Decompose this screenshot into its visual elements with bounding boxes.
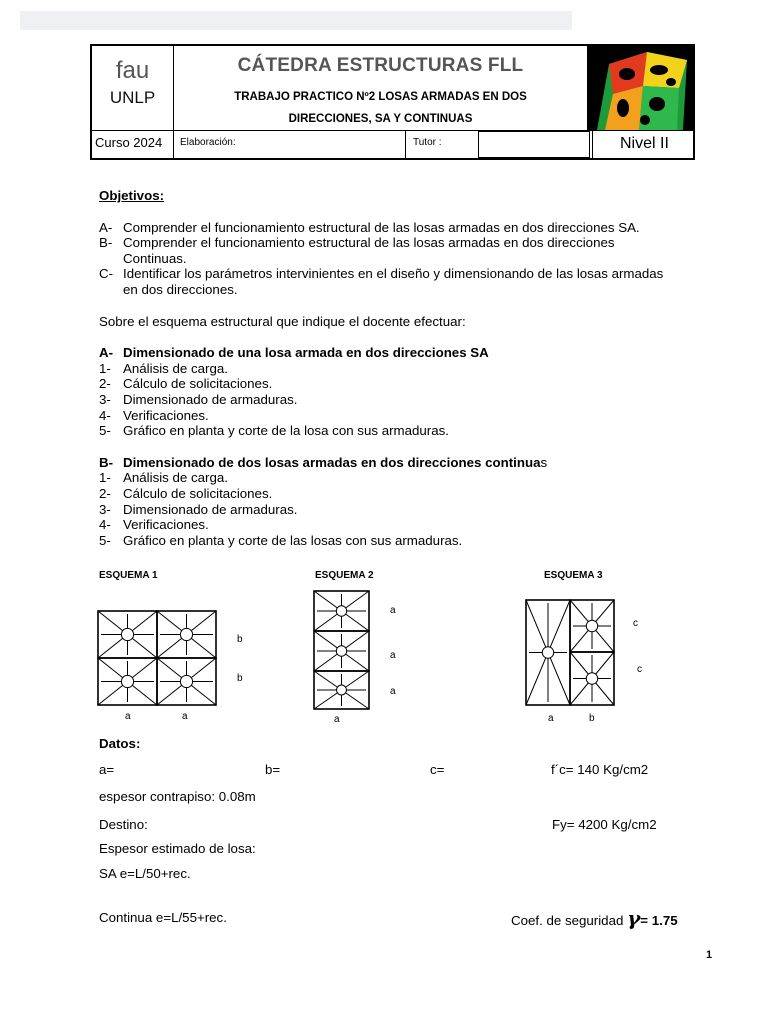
- top-bar: [20, 11, 572, 30]
- section-b-step: 4- Verificaciones.: [99, 517, 209, 533]
- logo-fau: fau: [115, 57, 150, 84]
- scheme-2-diagram: [313, 590, 371, 712]
- structure-render-image: [587, 46, 693, 130]
- section-a-step: 5- Gráfico en planta y corte de la losa con sus armaduras.: [99, 423, 449, 439]
- slab-center-circle: [542, 647, 553, 658]
- slab-center-circle: [121, 675, 133, 687]
- section-a-step: 3- Dimensionado de armaduras.: [99, 391, 298, 407]
- section-a-step: 2- Cálculo de solicitaciones.: [99, 376, 273, 392]
- document-body: [99, 188, 679, 548]
- scheme-2-label-a: a: [390, 686, 396, 697]
- scheme-1-diagram: [97, 610, 219, 708]
- slab-center-circle: [180, 628, 192, 640]
- section-b-title: B- Dimensionado de dos losas armadas en dos direcciones continuas: [99, 454, 548, 470]
- datos-continua-formula: Continua e=L/55+rec.: [99, 910, 227, 925]
- course-year: Curso 2024: [92, 131, 174, 158]
- datos-espesor: Espesor estimado de losa:: [99, 841, 256, 856]
- section-a-title: A- Dimensionado de una losa armada en dos direcciones SA: [99, 345, 489, 361]
- scheme-1-label-a: a: [182, 711, 188, 722]
- tutor-label: Tutor :: [413, 137, 442, 148]
- datos-fy: Fy= 4200 Kg/cm2: [552, 817, 657, 832]
- gamma-symbol: γ: [627, 906, 641, 930]
- safety-coefficient: Coef. de seguridad γ= 1.75: [511, 906, 678, 930]
- scheme-2-label-a: a: [334, 714, 340, 725]
- slab-center-circle: [586, 673, 597, 684]
- tutor-field[interactable]: [478, 131, 590, 158]
- scheme-3-label-c: c: [637, 664, 642, 675]
- slab-center-circle: [180, 675, 192, 687]
- scheme-1-label-b: b: [237, 634, 243, 645]
- objective-item: B- Comprender el funcionamiento estructural de las losas armadas en dos direcciones Continuas.: [99, 235, 615, 266]
- slab-center-circle: [337, 685, 347, 695]
- logo-unlp: UNLP: [109, 88, 156, 107]
- instruction-text: Sobre el esquema estructural que indique el docente efectuar:: [99, 313, 466, 329]
- scheme-3-title: ESQUEMA 3: [544, 570, 603, 581]
- subtitle-line-1: TRABAJO PRACTICO Nº2 LOSAS ARMADAS EN DOS: [234, 91, 527, 103]
- level-label: Nivel II: [592, 131, 693, 158]
- section-b-step: 2- Cálculo de solicitaciones.: [99, 485, 273, 501]
- scheme-3-diagram: [525, 599, 617, 707]
- datos-b: b=: [265, 762, 281, 777]
- page-title: CÁTEDRA ESTRUCTURAS FLL: [237, 55, 524, 76]
- institution-logo: [92, 46, 174, 130]
- slab-center-circle: [586, 620, 597, 631]
- objective-item: C- Identificar los parámetros intervinientes en el diseño y dimensionando de las losas armadas en dos direcciones.: [99, 266, 664, 297]
- datos-sa-formula: SA e=L/50+rec.: [99, 866, 191, 881]
- scheme-2-title: ESQUEMA 2: [315, 570, 374, 581]
- datos-a: a=: [99, 762, 115, 777]
- header-image: [587, 46, 693, 130]
- scheme-2-label-a: a: [390, 650, 396, 661]
- elaboracion-label: Elaboración:: [174, 131, 406, 158]
- scheme-1-label-b: b: [237, 673, 243, 684]
- slab-center-circle: [121, 628, 133, 640]
- subtitle-line-2: DIRECCIONES, SA Y CONTINUAS: [288, 113, 473, 125]
- page-subtitle: [174, 86, 587, 130]
- datos-heading: Datos:: [99, 736, 141, 751]
- slab-center-circle: [336, 606, 346, 616]
- datos-destino: Destino:: [99, 817, 148, 832]
- objective-item: A- Comprender el funcionamiento estructural de las losas armadas en dos direcciones SA.: [99, 219, 640, 235]
- scheme-3-label-c: c: [633, 618, 638, 629]
- scheme-3-label-b: b: [589, 713, 595, 724]
- slab-center-circle: [336, 646, 346, 656]
- scheme-3-label-a: a: [548, 713, 554, 724]
- scheme-1-label-a: a: [125, 711, 131, 722]
- section-a-step: 1- Análisis de carga.: [99, 360, 228, 376]
- section-a-step: 4- Verificaciones.: [99, 407, 209, 423]
- scheme-2-label-a: a: [390, 605, 396, 616]
- objectives-heading: Objetivos:: [99, 188, 165, 203]
- section-b-step: 1- Análisis de carga.: [99, 470, 228, 486]
- datos-fc: f´c= 140 Kg/cm2: [551, 762, 649, 777]
- scheme-1-title: ESQUEMA 1: [99, 570, 158, 581]
- section-b-step: 5- Gráfico en planta y corte de las losas con sus armaduras.: [99, 532, 463, 548]
- title-box: [174, 46, 587, 130]
- header-table: [90, 44, 695, 160]
- section-b-step: 3- Dimensionado de armaduras.: [99, 501, 298, 517]
- page-number: 1: [706, 949, 713, 961]
- datos-c: c=: [430, 762, 445, 777]
- datos-contrapiso: espesor contrapiso: 0.08m: [99, 789, 256, 804]
